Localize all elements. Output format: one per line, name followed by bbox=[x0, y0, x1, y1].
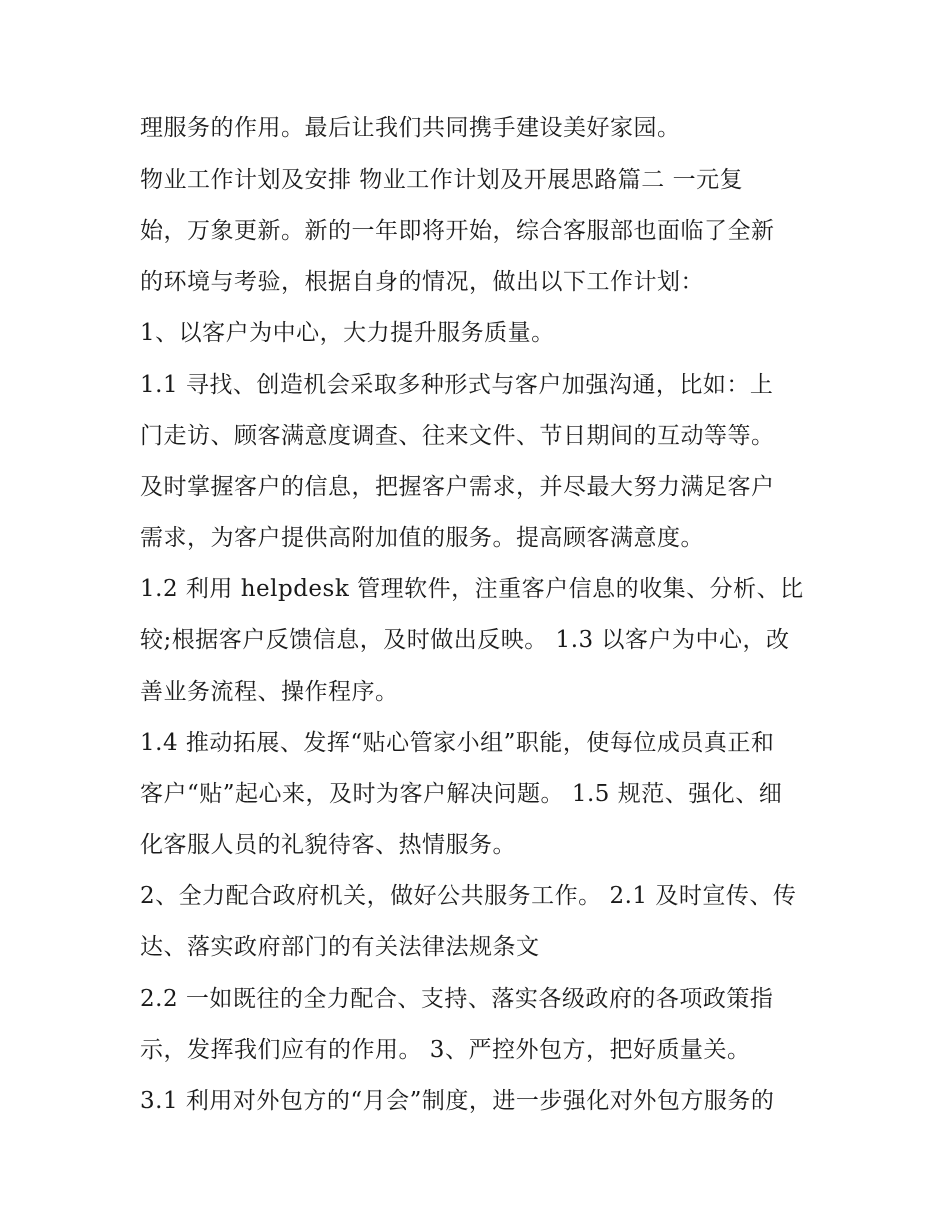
text-line-6: 1.1 寻找、创造机会采取多种形式与客户加强沟通，比如：上 bbox=[140, 372, 774, 398]
text-line-7: 门走访、顾客满意度调查、往来文件、节日期间的互动等等。 bbox=[140, 423, 775, 449]
text-line-10: 1.2 利用 helpdesk 管理软件，注重客户信息的收集、分析、比 bbox=[140, 576, 804, 602]
text-line-19: 示，发挥我们应有的作用。 3、严控外包方，把好质量关。 bbox=[140, 1037, 751, 1063]
text-line-11: 较;根据客户反馈信息，及时做出反映。 1.3 以客户为中心，改 bbox=[140, 627, 790, 653]
text-line-17: 达、落实政府部门的有关法律法规条文 bbox=[140, 934, 540, 960]
text-line-8: 及时掌握客户的信息，把握客户需求，并尽最大努力满足客户 bbox=[140, 474, 775, 500]
text-line-9: 需求，为客户提供高附加值的服务。提高顾客满意度。 bbox=[140, 525, 704, 551]
text-line-5: 1、以客户为中心，大力提升服务质量。 bbox=[140, 320, 555, 346]
text-line-18: 2.2 一如既往的全力配合、支持、落实各级政府的各项政策指 bbox=[140, 986, 774, 1012]
text-line-15: 化客服人员的礼貌待客、热情服务。 bbox=[140, 832, 516, 858]
text-line-20: 3.1 利用对外包方的“月会”制度，进一步强化对外包方服务的 bbox=[140, 1088, 775, 1114]
text-line-4: 的环境与考验，根据自身的情况，做出以下工作计划： bbox=[140, 269, 704, 295]
text-line-12: 善业务流程、操作程序。 bbox=[140, 679, 399, 705]
text-line-1: 理服务的作用。最后让我们共同携手建设美好家园。 bbox=[140, 115, 681, 141]
text-line-13: 1.4 推动拓展、发挥“贴心管家小组”职能，使每位成员真正和 bbox=[140, 730, 775, 756]
text-line-2: 物业工作计划及安排 物业工作计划及开展思路篇二 一元复 bbox=[140, 167, 744, 193]
text-line-14: 客户“贴”起心来，及时为客户解决问题。 1.5 规范、强化、细 bbox=[140, 781, 783, 807]
text-line-3: 始，万象更新。新的一年即将开始，综合客服部也面临了全新 bbox=[140, 218, 775, 244]
text-line-16: 2、全力配合政府机关，做好公共服务工作。 2.1 及时宣传、传 bbox=[140, 883, 797, 909]
